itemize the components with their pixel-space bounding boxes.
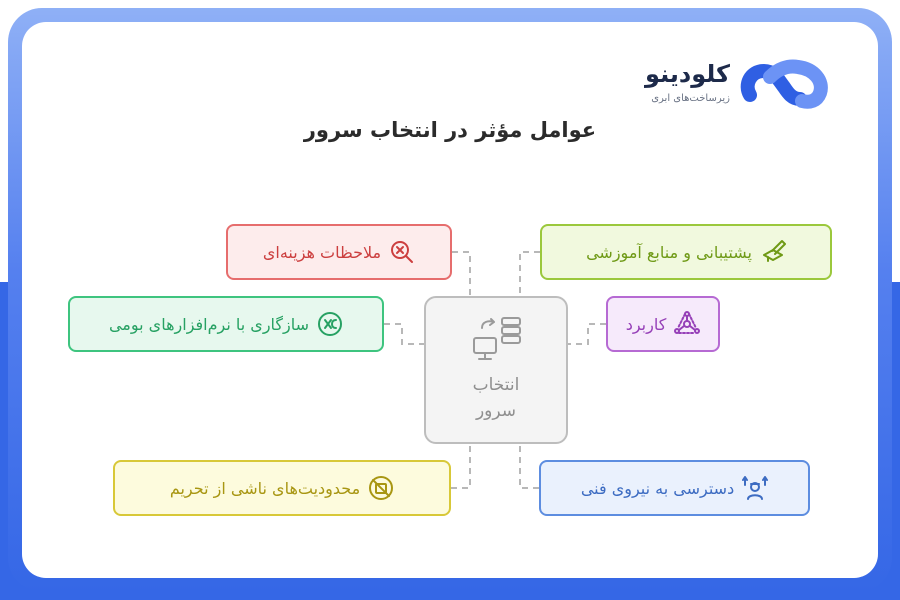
diagram-title: عوامل مؤثر در انتخاب سرور — [303, 118, 597, 142]
technician-icon — [742, 475, 768, 501]
center-node — [424, 296, 568, 444]
center-label-line1: انتخاب — [472, 375, 520, 395]
compatibility-icon — [317, 311, 343, 337]
connector-usage — [568, 324, 606, 344]
connector-staff — [520, 444, 539, 488]
factor-staff — [539, 460, 810, 516]
factor-support — [540, 224, 832, 280]
brand-tagline: زیرساخت‌های ابری — [651, 93, 730, 104]
connector-cost — [452, 252, 470, 296]
server-selection-icon — [472, 316, 526, 362]
brand-name: کلودینو — [645, 60, 730, 88]
factor-usage-label: کاربرد — [625, 314, 667, 334]
factor-staff-label: دسترسی به نیروی فنی — [580, 478, 735, 498]
factor-cost-label: ملاحظات هزینه‌ای — [262, 242, 382, 262]
no-box-icon — [368, 475, 394, 501]
factor-sanctions — [113, 460, 451, 516]
education-pencil-icon — [760, 239, 786, 265]
factor-sanctions-label: محدودیت‌های ناشی از تحریم — [169, 478, 361, 498]
factor-cost — [226, 224, 452, 280]
factor-compatibility-label: سازگاری با نرم‌افزارهای بومی — [108, 314, 310, 334]
center-label-line2: سرور — [475, 401, 517, 421]
factor-support-label: پشتیبانی و منابع آموزشی — [586, 242, 752, 262]
center-label — [426, 372, 566, 424]
cost-search-icon — [389, 239, 415, 265]
factor-compatibility — [68, 296, 384, 352]
connector-compat — [384, 324, 424, 344]
network-nodes-icon — [674, 311, 700, 337]
factor-usage — [606, 296, 720, 352]
connector-support — [520, 252, 540, 296]
connector-sanction — [451, 444, 470, 488]
